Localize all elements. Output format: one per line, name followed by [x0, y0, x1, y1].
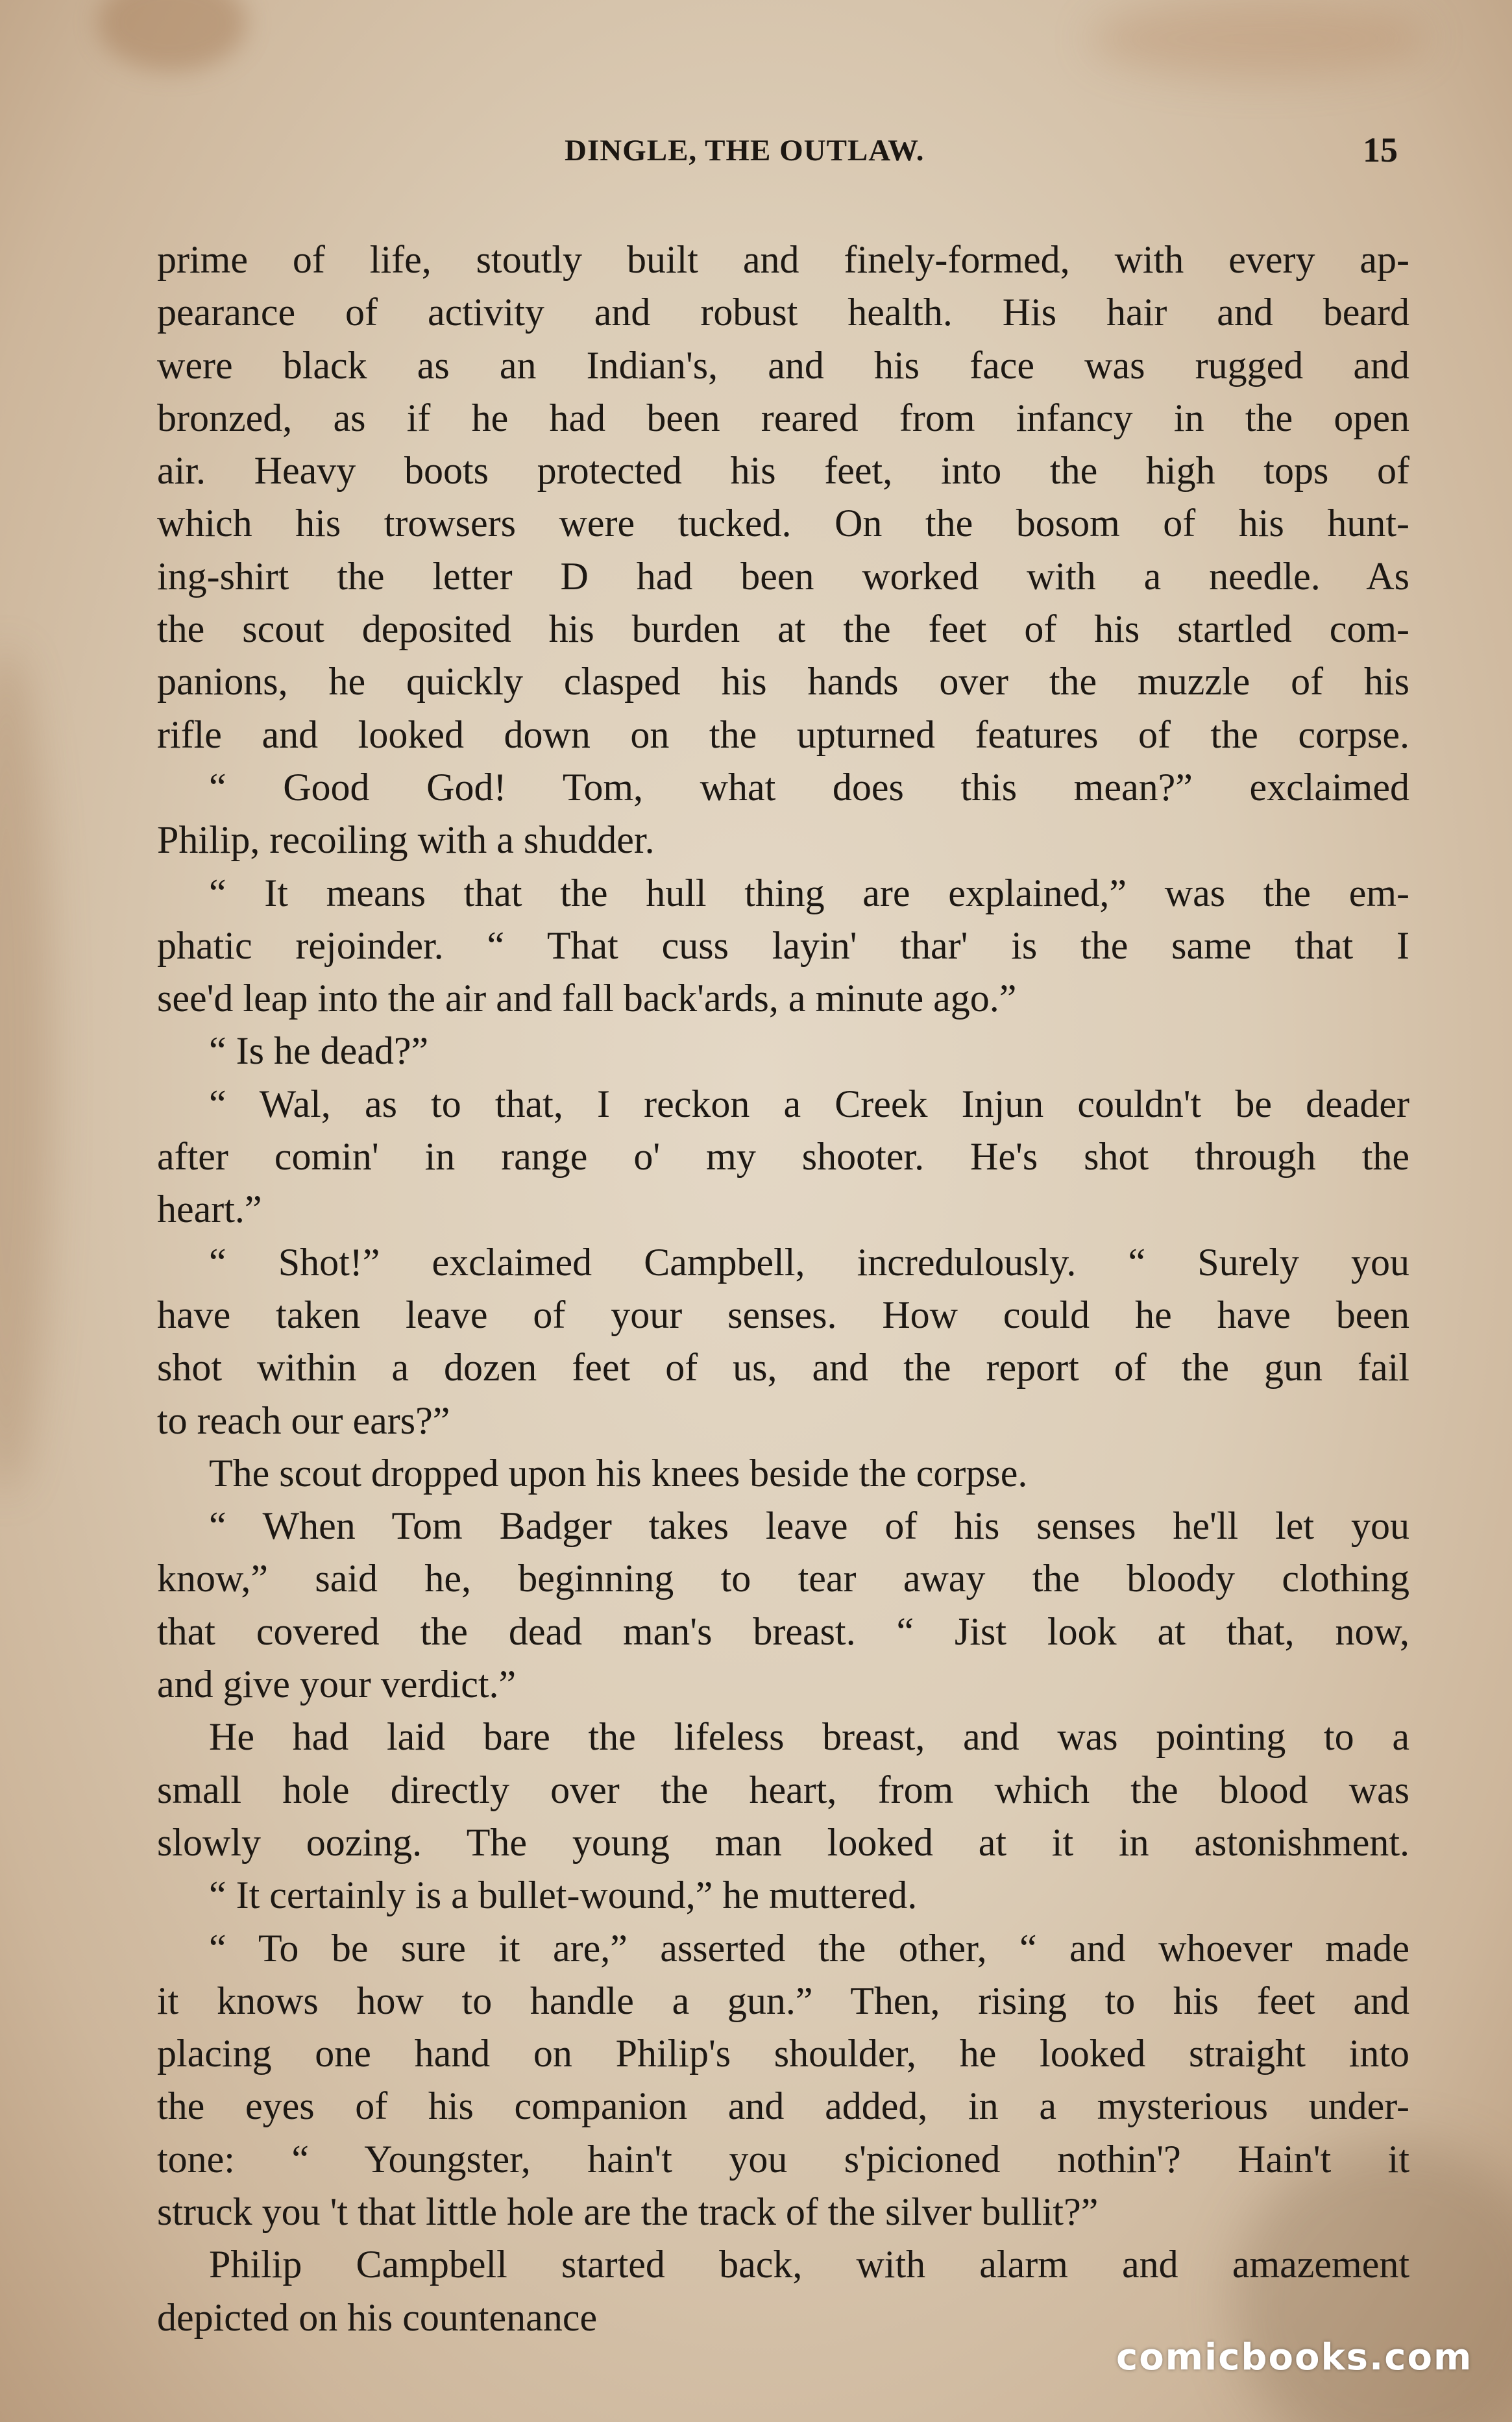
text-line: Philip, recoiling with a shudder.	[157, 818, 655, 862]
text-line: slowly oozing. The young man looked at it in astonishment.	[157, 1820, 1409, 1864]
text-line: the scout deposited his burden at the feet of his startled com-	[157, 607, 1409, 651]
text-line: to reach our ears?”	[157, 1399, 450, 1442]
text-line: rifle and looked down on the upturned features of the corpse.	[157, 713, 1409, 756]
text-line: “ Shot!” exclaimed Campbell, incredulously. “ Surely you	[209, 1240, 1409, 1284]
page-header	[0, 130, 1512, 185]
text-line: The scout dropped upon his knees beside the corpse.	[209, 1451, 1028, 1495]
text-line: “ Wal, as to that, I reckon a Creek Injun couldn't be deader	[209, 1082, 1409, 1125]
running-head: DINGLE, THE OUTLAW.	[565, 134, 925, 167]
text-line: “ Is he dead?”	[209, 1029, 429, 1073]
text-line: Philip Campbell started back, with alarm and amazement	[209, 2243, 1409, 2286]
site-watermark: comicbooks.com	[1116, 2336, 1473, 2379]
body-text	[157, 234, 1409, 2344]
text-line: know,” said he, beginning to tear away the bloody clothing	[157, 1557, 1409, 1600]
page-stain	[97, 0, 247, 71]
text-line: phatic rejoinder. “ That cuss layin' thar' is the same that I	[157, 924, 1409, 967]
text-line: heart.”	[157, 1188, 262, 1231]
text-line: small hole directly over the heart, from which the blood was	[157, 1768, 1409, 1811]
text-line: see'd leap into the air and fall back'ards, a minute ago.”	[157, 977, 1017, 1020]
page-stain	[0, 649, 52, 1493]
page-number: 15	[1363, 130, 1398, 169]
text-line: struck you 't that little hole are the track of the silver bullit?”	[157, 2190, 1099, 2233]
text-line: after comin' in range o' my shooter. He's shot through the	[157, 1135, 1409, 1179]
text-line: were black as an Indian's, and his face was rugged and	[157, 343, 1409, 387]
text-line: tone: “ Youngster, hain't you s'picioned nothin'? Hain't it	[157, 2137, 1409, 2181]
text-line: the eyes of his companion and added, in a mysterious under-	[157, 2085, 1409, 2128]
page-stain	[1090, 0, 1428, 78]
text-line: placing one hand on Philip's shoulder, he looked straight into	[157, 2032, 1409, 2075]
text-line: ing-shirt the letter D had been worked with a needle. As	[157, 554, 1409, 598]
text-line: depicted on his countenance	[157, 2295, 598, 2339]
text-line: bronzed, as if he had been reared from infancy in the open	[157, 396, 1409, 439]
text-line: “ When Tom Badger takes leave of his senses he'll let you	[209, 1504, 1409, 1548]
text-line: and give your verdict.”	[157, 1663, 517, 1706]
text-line: that covered the dead man's breast. “ Jist look at that, now,	[157, 1609, 1409, 1653]
text-line: He had laid bare the lifeless breast, and was pointing to a	[209, 1715, 1409, 1759]
text-line: have taken leave of your senses. How could he have been	[157, 1293, 1409, 1336]
text-line: “ It certainly is a bullet-wound,” he muttered.	[209, 1874, 918, 1917]
text-line: shot within a dozen feet of us, and the report of the gun fail	[157, 1346, 1409, 1389]
text-line: panions, he quickly clasped his hands over the muzzle of his	[157, 660, 1409, 703]
text-line: prime of life, stoutly built and finely-formed, with every ap-	[157, 238, 1409, 281]
text-line: air. Heavy boots protected his feet, into the high tops of	[157, 449, 1409, 493]
text-line: pearance of activity and robust health. His hair and beard	[157, 291, 1409, 334]
text-line: which his trowsers were tucked. On the bosom of his hunt-	[157, 502, 1409, 545]
text-line: “ It means that the hull thing are explained,” was the em-	[209, 871, 1409, 914]
text-line: “ Good God! Tom, what does this mean?” exclaimed	[209, 765, 1409, 809]
text-line: it knows how to handle a gun.” Then, rising to his feet and	[157, 1979, 1409, 2022]
text-line: “ To be sure it are,” asserted the other, “ and whoever made	[209, 1926, 1409, 1970]
